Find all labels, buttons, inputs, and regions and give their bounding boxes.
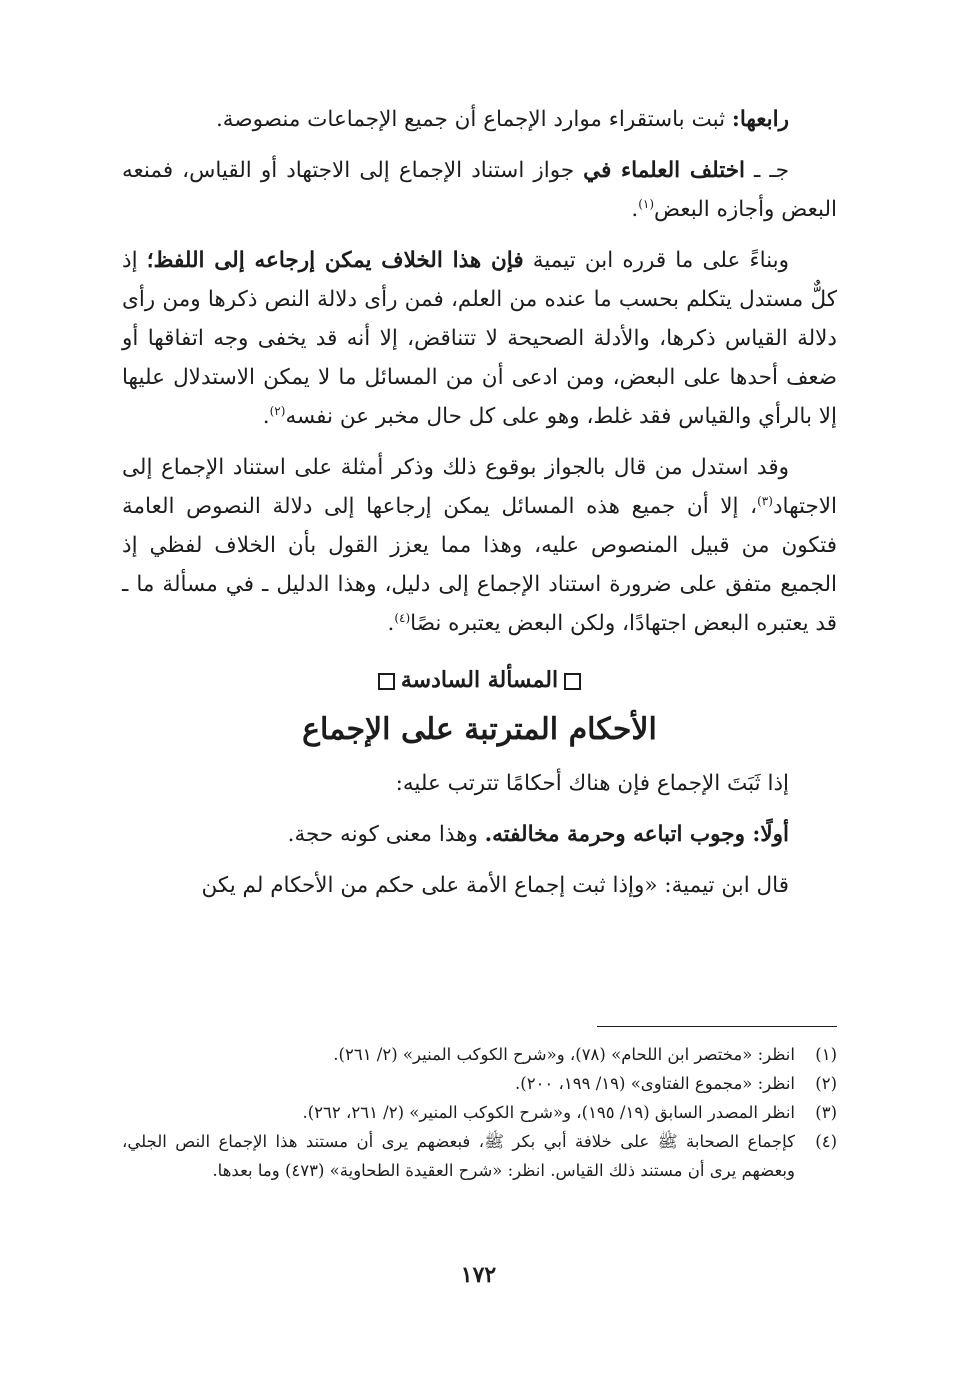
footnote-text: انظر المصدر السابق (١٩/ ١٩٥)، و«شرح الكوكب المنير» (٢/ ٢٦١، ٢٦٢).: [302, 1103, 795, 1122]
footnote-ref-3[interactable]: (٣): [757, 493, 773, 508]
footnote-ref-2[interactable]: (٢): [269, 403, 286, 418]
footnote-3: [122, 1098, 837, 1127]
ibn-taymiyya-text: إذ كلٌّ مستدل يتكلم بحسب ما عنده من العلم، فمن رأى دلالة النص ذكرها ومن رأى دلالة القياس ذكرها، والأدلة الصحيحة لا تتناقض، إلا أنه قد يخفى وجه اتفاقها أو ضعف أحدها على البعض، ومن ادعى أن من المسائل ما لا يمكن الاستدلال عليها إلا بالرأي والقياس فقد غلط، وهو على كل حال مخبر عن نفسه: [122, 248, 837, 429]
footnote-4: [122, 1127, 837, 1185]
paragraph-scholars-disagreement: [122, 151, 837, 229]
box-ornament-icon: [378, 673, 395, 690]
footnote-number: (١): [815, 1045, 837, 1064]
footnote-text: كإجماع الصحابة ﷺ على خلافة أبي بكر ﷺ، فبعضهم يرى أن مستند هذا الإجماع النص الجلي، وبعضهم يرى أن مستند ذلك القياس. انظر: «شرح العقيدة الطحاوية» (٤٧٣) وما بعدها.: [122, 1132, 795, 1180]
paragraph-fourth-reason: [122, 100, 837, 139]
first-consequence-text: وهذا معنى كونه حجة.: [287, 822, 485, 847]
ibn-taymiyya-end: .: [262, 404, 270, 429]
disagreement-end: .: [631, 197, 639, 222]
page-number: ١٧٢: [460, 1262, 497, 1288]
fourth-reason-label: رابعها:: [731, 107, 789, 132]
first-consequence-bold: أولًا: وجوب اتباعه وحرمة مخالفته.: [484, 822, 789, 847]
main-text: [122, 100, 837, 917]
section-title: الأحكام المترتبة على الإجماع: [302, 712, 657, 747]
disagreement-bold: اختلف العلماء في: [583, 158, 745, 183]
paragraph-first-consequence: [122, 815, 837, 854]
footnote-text: انظر: «مختصر ابن اللحام» (٧٨)، و«شرح الكوكب المنير» (٢/ ٢٦١).: [333, 1045, 795, 1064]
paragraph-evidence: [122, 448, 837, 643]
evidence-text-1: وقد استدل من قال بالجواز بوقوع ذلك وذكر أمثلة على استناد الإجماع إلى الاجتهاد: [122, 455, 837, 519]
footnote-2: [122, 1069, 837, 1098]
footnote-ref-1[interactable]: (١): [638, 196, 655, 211]
ibn-taymiyya-pre: وبناءً على ما قرره ابن تيمية: [523, 248, 789, 273]
paragraph-ibn-taymiyya: [122, 241, 837, 436]
footnote-number: (٤): [815, 1132, 837, 1151]
footnote-number: (٣): [815, 1103, 837, 1122]
box-ornament-icon: [564, 673, 581, 690]
disagreement-text: جواز استناد الإجماع إلى الاجتهاد أو القياس، فمنعه البعض وأجازه البعض: [122, 158, 837, 222]
fourth-reason-text: ثبت باستقراء موارد الإجماع أن جميع الإجماعات منصوصة.: [215, 107, 732, 132]
footnotes: [122, 1040, 837, 1185]
footnote-1: [122, 1040, 837, 1069]
footnote-text: انظر: «مجموع الفتاوى» (١٩/ ١٩٩، ٢٠٠).: [515, 1074, 795, 1093]
paragraph-consequences-intro: إذا ثَبَتَ الإجماع فإن هناك أحكامًا تترتب عليه:: [395, 771, 789, 796]
footnote-number: (٢): [815, 1074, 837, 1093]
footnote-divider: [597, 1026, 837, 1027]
evidence-end: .: [387, 611, 395, 636]
item-letter: جـ ـ: [745, 158, 789, 183]
section-label: [122, 661, 837, 700]
evidence-text-2: ، إلا أن جميع هذه المسائل يمكن إرجاعها إلى دلالة النصوص العامة فتكون من قبيل المنصوص عليه، وهذا مما يعزز القول بأن الخلاف لفظي إذ الجميع متفق على ضرورة استناد الإجماع إلى دليل، وهذا الدليل ـ في مسألة ما ـ قد يعتبره البعض اجتهادًا، ولكن البعض يعتبره نصًا: [122, 494, 837, 636]
section-label-text: المسألة السادسة: [400, 667, 559, 693]
paragraph-ibn-taymiyya-quote: قال ابن تيمية: «وإذا ثبت إجماع الأمة على حكم من الأحكام لم يكن: [201, 873, 789, 898]
footnote-ref-4[interactable]: (٤): [394, 610, 411, 625]
ibn-taymiyya-bold: فإن هذا الخلاف يمكن إرجاعه إلى اللفظ؛: [146, 248, 524, 273]
